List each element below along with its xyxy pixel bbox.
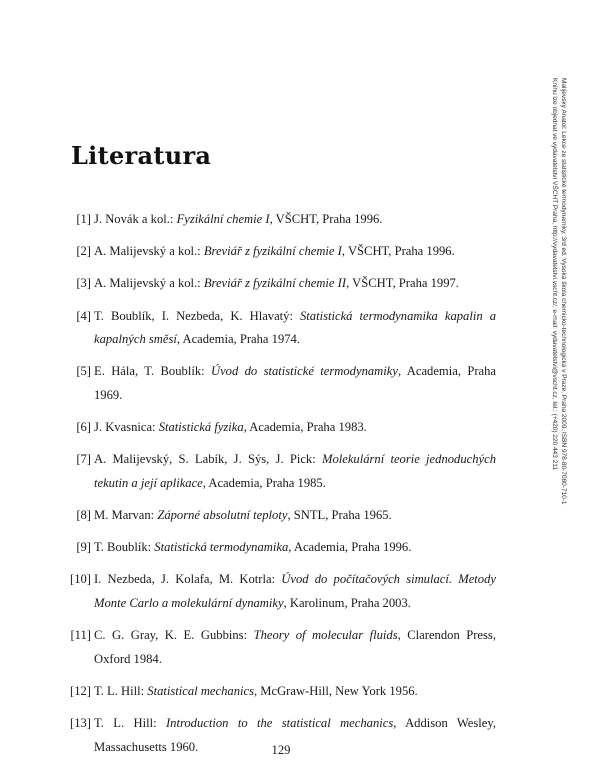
reference-label: [3] [76, 276, 91, 291]
reference-publisher: , McGraw-Hill, New York 1956. [253, 684, 418, 699]
reference-title: Breviář z fyzikální chemie I [203, 244, 342, 259]
reference-publisher: , VŠCHT, Praha 1997. [346, 276, 459, 291]
reference-label: [6] [76, 420, 91, 435]
reference-item [70, 536, 496, 560]
reference-item [70, 416, 496, 440]
reference-title: Statistická termodynamika kapalin a kapalných směsí [94, 308, 496, 347]
reference-label: [8] [76, 508, 91, 523]
reference-item [70, 448, 496, 495]
reference-title: Statistická fyzika [158, 420, 244, 435]
side-note [550, 78, 568, 558]
reference-publisher: , Academia, Praha 1974. [176, 332, 300, 347]
reference-authors: T. Boublík: [94, 540, 155, 555]
reference-publisher: , Academia, Praha 1983. [243, 420, 367, 435]
reference-title: Introduction to the statistical mechanics [165, 716, 394, 731]
page-title: Literatura [71, 141, 212, 170]
reference-authors: A. Malijevský a kol.: [94, 276, 204, 291]
reference-item [70, 240, 496, 264]
reference-item [70, 272, 496, 296]
reference-publisher: , Academia, Praha 1996. [288, 540, 412, 555]
reference-title: Statistical mechanics [147, 684, 254, 699]
reference-publisher: , VŠCHT, Praha 1996. [341, 244, 455, 259]
reference-label: [9] [76, 540, 91, 555]
reference-label: [13] [70, 716, 91, 731]
reference-authors: M. Marvan: [94, 508, 158, 523]
reference-label: [5] [76, 364, 91, 379]
reference-authors: E. Hála, T. Boublík: [94, 364, 211, 379]
reference-authors: J. Kvasnica: [94, 420, 159, 435]
reference-item [70, 360, 496, 407]
reference-label: [4] [76, 308, 91, 323]
reference-label: [7] [76, 452, 91, 467]
reference-title: Breviář z fyzikální chemie II [203, 276, 347, 291]
reference-item [70, 305, 496, 352]
reference-label: [10] [70, 572, 91, 587]
reference-publisher: , Addison Wesley, Massachusetts 1960. [94, 716, 496, 754]
reference-authors: T. L. Hill: [94, 684, 148, 699]
reference-title: Molekulární teorie jednoduchých tekutin a její aplikace [94, 452, 496, 490]
reference-list [70, 208, 496, 768]
reference-title: Statistická termodynamika [154, 540, 289, 555]
reference-title: Fyzikální chemie I [176, 212, 270, 226]
side-note-citation: Malijevský Anatol: Lekce ze statistické termodynamiky, 3rd ed. Vysoká škola chemicko-technologická v Praze, Praha 2009. ISBN 978-80-7080-710-1 [560, 78, 567, 505]
reference-item [70, 680, 496, 704]
reference-item [70, 624, 496, 671]
reference-label: [11] [70, 628, 91, 643]
page-number: 129 [271, 743, 291, 757]
reference-title: Úvod do statistické termodynamiky [210, 364, 398, 379]
reference-label: [1] [76, 212, 91, 226]
reference-authors: C. G. Gray, K. E. Gubbins: [94, 628, 254, 643]
reference-label: [12] [70, 684, 91, 699]
reference-authors: A. Malijevský a kol.: [94, 244, 204, 259]
reference-publisher: , Academia, Praha 1969. [94, 364, 496, 402]
reference-authors: J. Novák a kol.: [94, 212, 177, 226]
reference-publisher: , Academia, Praha 1985. [202, 475, 326, 490]
reference-label: [2] [76, 244, 91, 259]
reference-title: Záporné absolutní teploty [157, 508, 288, 523]
reference-publisher: , SNTL, Praha 1965. [287, 508, 392, 523]
side-note-ordering-info: Knihu lze objednat ve vydavatelství VŠCHT Praha, http://vydavatelstvi.vscht.cz/, e-mail: vydavatelstvi@vscht.cz, tel.: (+420) 220 443 211 [551, 78, 558, 470]
reference-authors: I. Nezbeda, J. Kolafa, M. Kotrla: [94, 572, 282, 587]
reference-publisher: , VŠCHT, Praha 1996. [269, 212, 383, 226]
reference-publisher: , Clarendon Press, Oxford 1984. [94, 628, 496, 666]
reference-item [70, 208, 496, 232]
reference-publisher: , Karolinum, Praha 2003. [283, 596, 411, 611]
reference-title: Úvod do počítačových simulací. Metody Monte Carlo a molekulární dynamiky [94, 572, 496, 611]
reference-authors: T. L. Hill: [94, 716, 166, 731]
reference-authors: T. Boublík, I. Nezbeda, K. Hlavatý: [94, 308, 300, 323]
reference-title: Theory of molecular fluids [253, 628, 398, 643]
reference-authors: A. Malijevský, S. Labík, J. Sýs, J. Pick: [94, 452, 322, 467]
reference-item [70, 504, 496, 528]
reference-item [70, 568, 496, 615]
